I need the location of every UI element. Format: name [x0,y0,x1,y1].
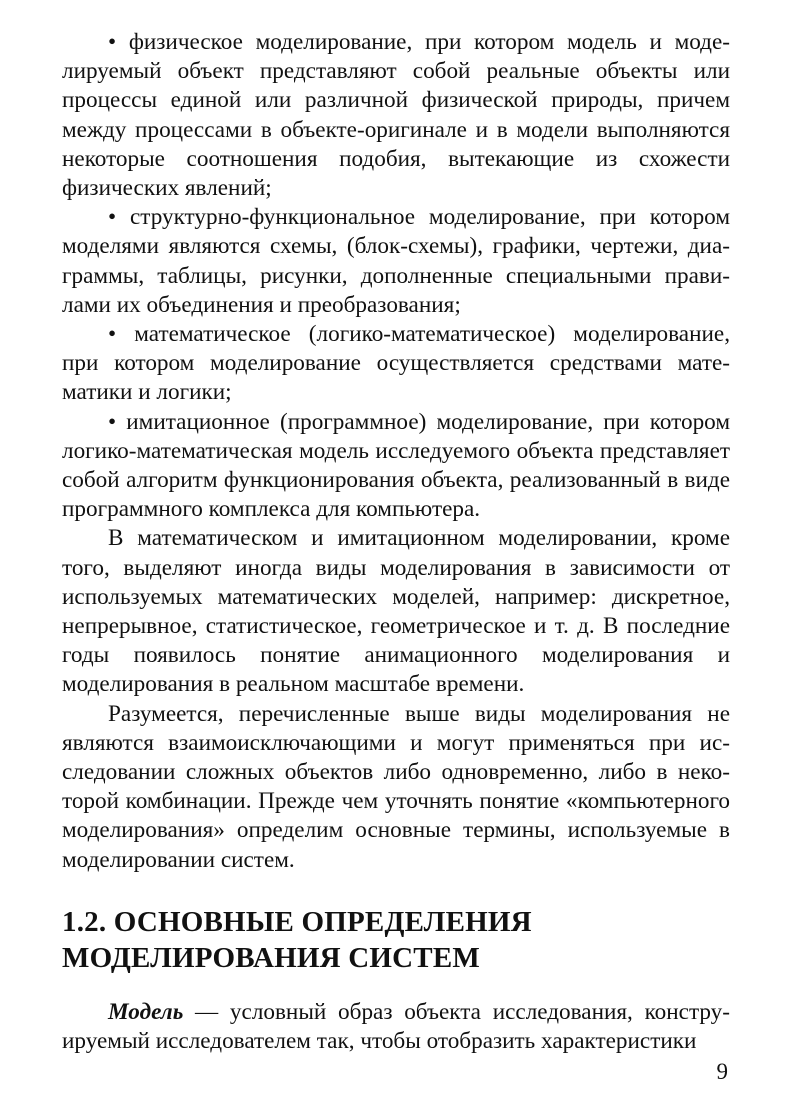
paragraph-not-exclusive: Разумеется, перечисленные выше виды моделирования не являются взаимоисключающими и могут применяться при исследовании сложных объектов либо одновременно, либо в некоторой комбинации. Прежде чем уточнять понятие «компьютерного моделирования» определим основные термины, используемые в моделировании систем. [62,700,730,873]
bullet-simulation-modeling: • имитационное (программное) моделирование, при котором логико-математическая модель исследуемого объекта представляет собой алгоритм функционирования объекта, реализованный в виде программного комплекса для компьютера. [62,408,730,525]
section-heading [62,904,730,976]
bullet-structural-modeling: • структурно-функциональное моделирование, при котором моделями являются схемы, (блок-схемы), графики, чертежи, диаграммы, таблицы, рисунки, дополненные специальными правилами их объединения и преобразования; [62,203,730,320]
page-number: 9 [716,1059,728,1084]
page-body [62,28,730,1056]
section-heading-line-1: 1.2. ОСНОВНЫЕ ОПРЕДЕЛЕНИЯ [62,905,532,938]
definition-term: Модель [108,998,184,1025]
definition-paragraph [62,998,730,1056]
section-heading-line-2: МОДЕЛИРОВАНИЯ СИСТЕМ [62,941,480,974]
paragraph-modeling-types: В математическом и имитационном моделировании, кроме того, выделяют иногда виды моделирования в зависимости от используемых математических моделей, например: дискретное, непрерывное, статистическое, геометрическое и т. д. В последние годы появилось понятие анимационного моделирования и моделирования в реальном масштабе времени. [62,525,730,698]
definition-text: — условный образ объекта исследования, конструируемый исследователем так, чтобы отобразить характеристики [62,998,730,1055]
bullet-mathematical-modeling: • математическое (логико-математическое) моделирование, при котором моделирование осуществляется средствами математики и логики; [62,320,730,408]
bullet-physical-modeling: • физическое моделирование, при котором модель и моделируемый объект представляют собой реальные объекты или процессы единой или различной физической природы, причем между процессами в объекте-оригинале и в модели выполняются некоторые соотношения подобия, вытекающие из схожести физических явлений; [62,28,730,203]
